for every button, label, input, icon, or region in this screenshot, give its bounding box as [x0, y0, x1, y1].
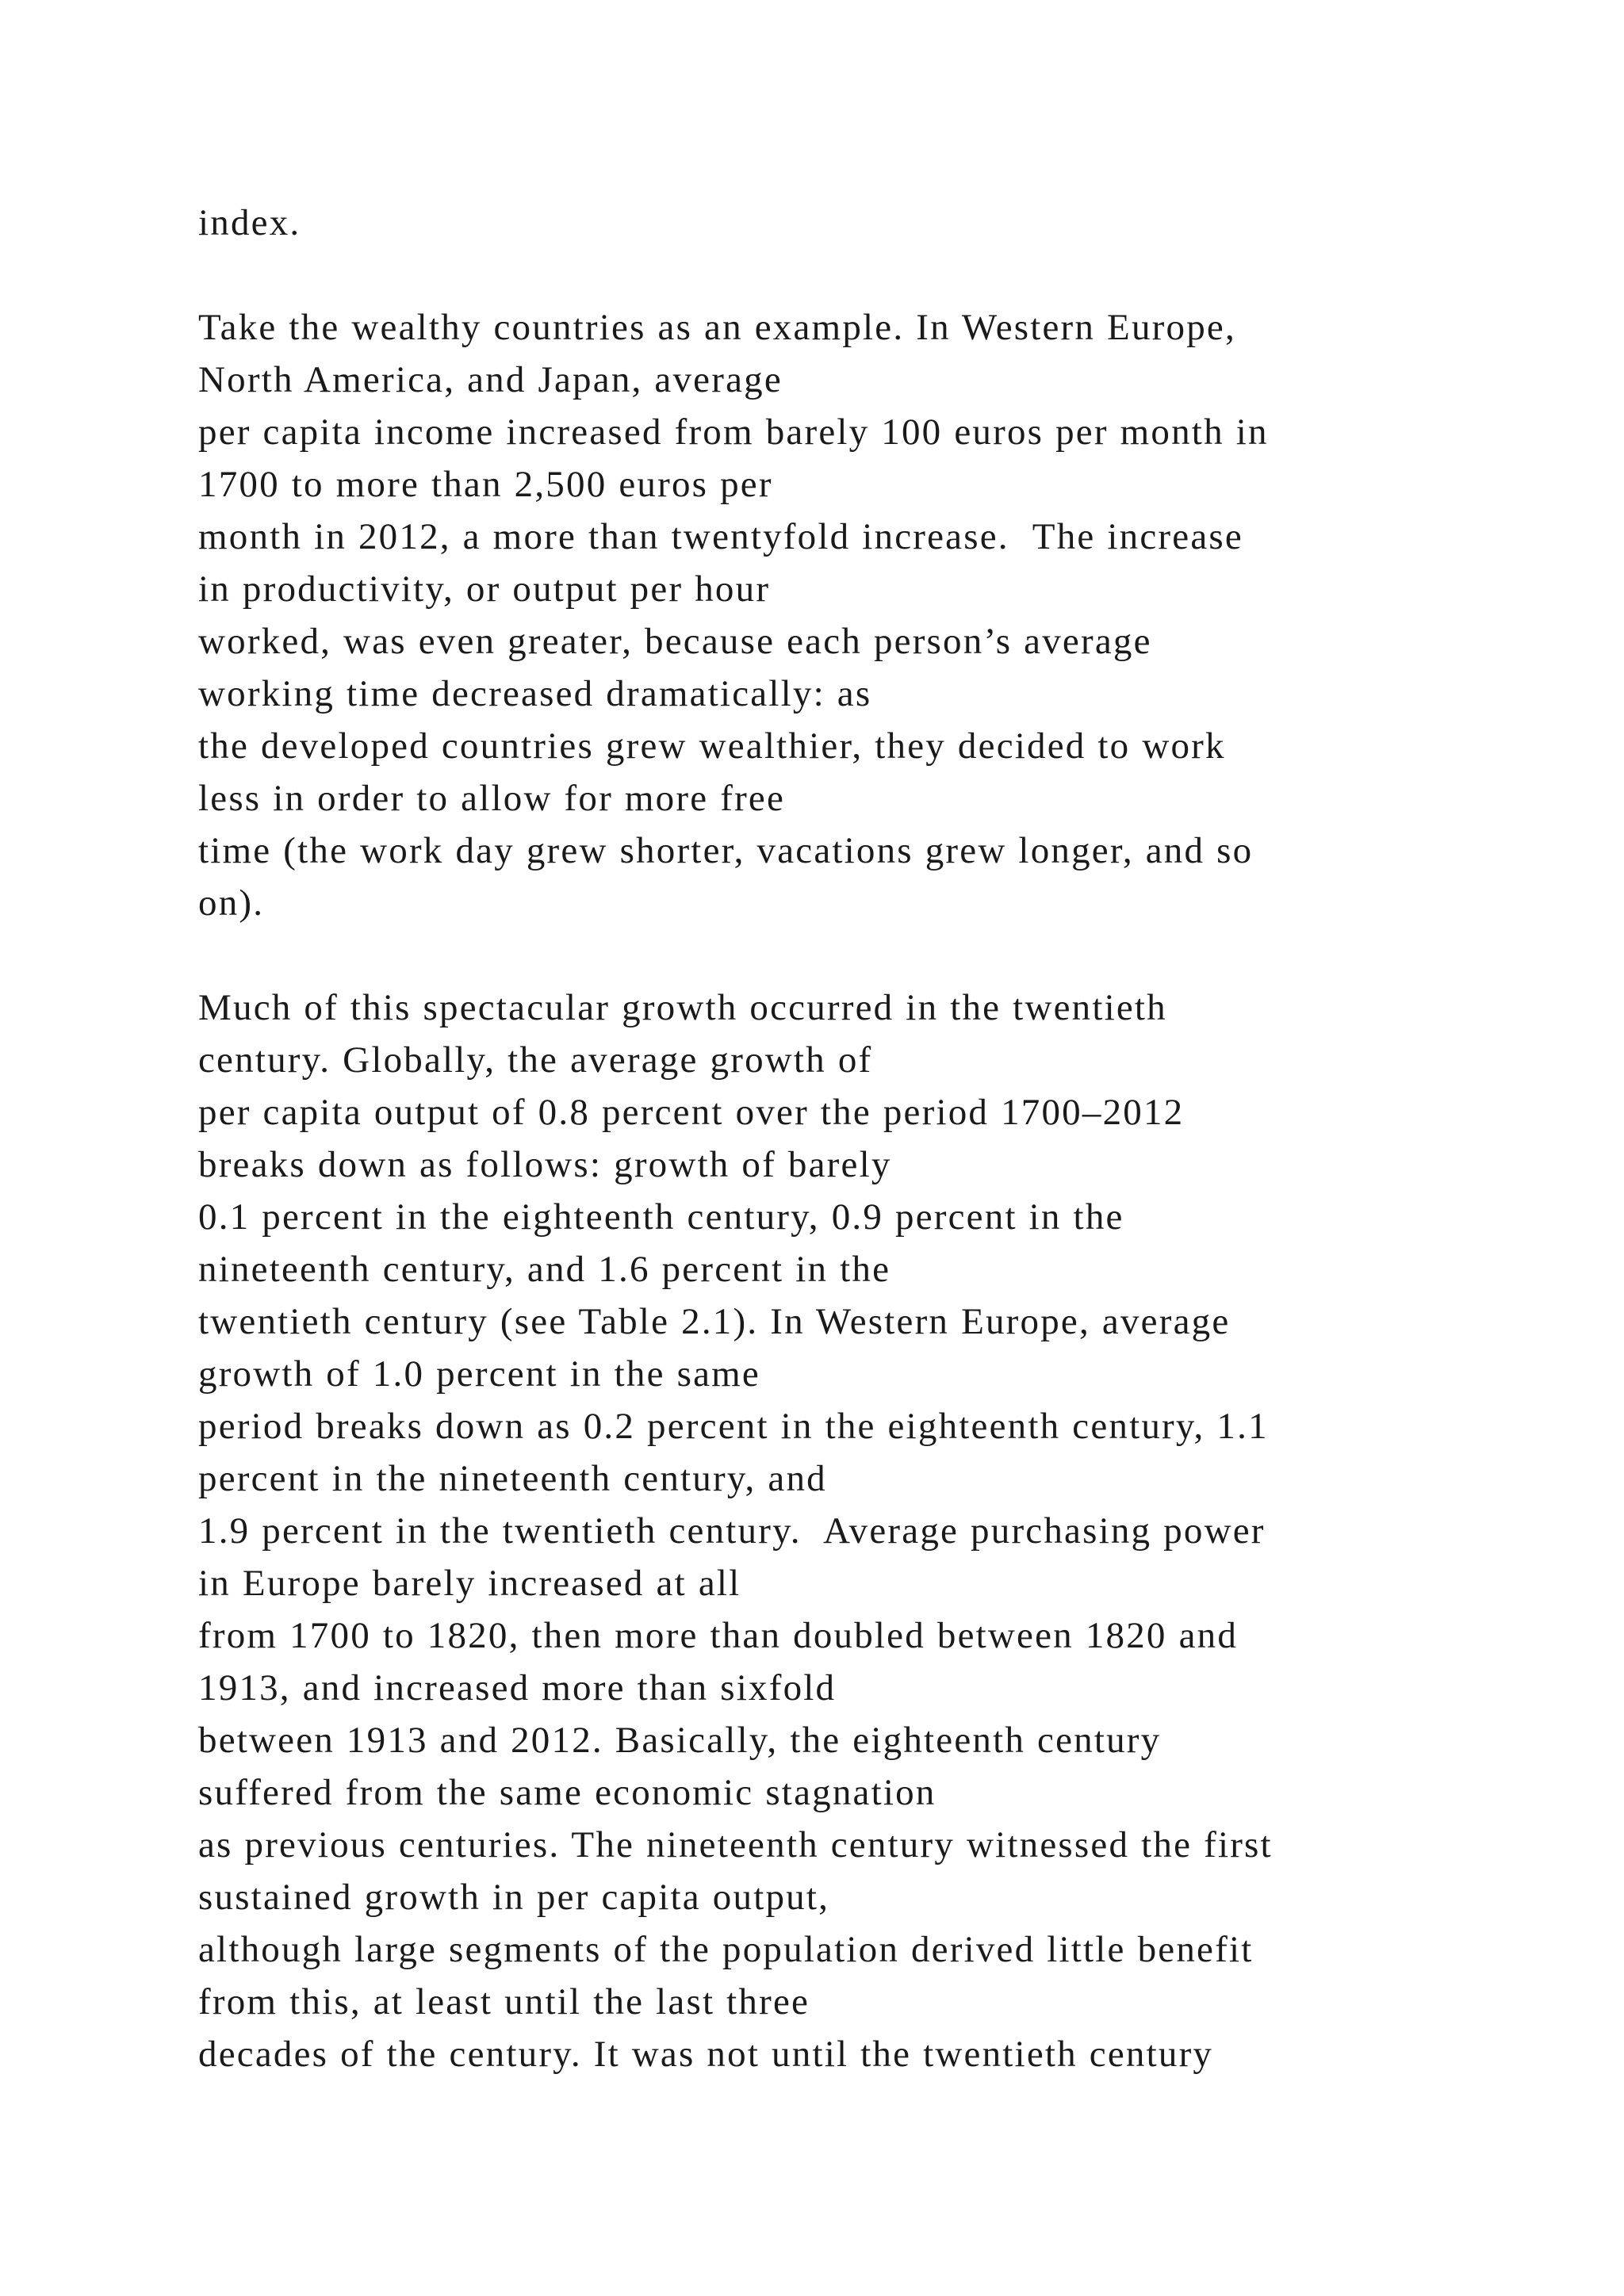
text-line: time (the work day grew shorter, vacations grew longer, and so: [198, 830, 1254, 871]
text-line: 1700 to more than 2,500 euros per: [198, 464, 773, 505]
text-line: in productivity, or output per hour: [198, 568, 771, 610]
text-line: percent in the nineteenth century, and: [198, 1458, 827, 1499]
text-line: month in 2012, a more than twentyfold increase. The increase: [198, 516, 1243, 557]
text-line: growth of 1.0 percent in the same: [198, 1353, 760, 1395]
text-line: nineteenth century, and 1.6 percent in the: [198, 1249, 891, 1290]
text-line: twentieth century (see Table 2.1). In Western Europe, average: [198, 1301, 1231, 1342]
text-line: 0.1 percent in the eighteenth century, 0.9 percent in the: [198, 1196, 1124, 1238]
text-line: sustained growth in per capita output,: [198, 1877, 830, 1918]
text-line: 1913, and increased more than sixfold: [198, 1667, 837, 1709]
text-line: less in order to allow for more free: [198, 778, 786, 819]
text-line: Much of this spectacular growth occurred in the twentieth: [198, 987, 1167, 1028]
text-line: worked, was even greater, because each person’s average: [198, 621, 1152, 662]
text-line: on).: [198, 882, 265, 924]
text-line: as previous centuries. The nineteenth century witnessed the first: [198, 1824, 1273, 1866]
text-line: index.: [198, 202, 301, 243]
text-line: although large segments of the population derived little benefit: [198, 1929, 1254, 1970]
text-line: from this, at least until the last three: [198, 1981, 810, 2022]
text-line: Take the wealthy countries as an example. In Western Europe,: [198, 307, 1236, 348]
body-text: [198, 197, 1562, 2080]
paragraph-break: [198, 249, 1562, 301]
text-line: in Europe barely increased at all: [198, 1563, 741, 1604]
text-line: per capita income increased from barely 100 euros per month in: [198, 411, 1269, 453]
text-line: the developed countries grew wealthier, they decided to work: [198, 725, 1226, 767]
text-line: decades of the century. It was not until the twentieth century: [198, 2034, 1214, 2075]
text-line: century. Globally, the average growth of: [198, 1039, 873, 1081]
text-line: 1.9 percent in the twentieth century. Average purchasing power: [198, 1510, 1266, 1552]
text-line: working time decreased dramatically: as: [198, 673, 872, 714]
text-line: breaks down as follows: growth of barely: [198, 1144, 892, 1185]
text-line: North America, and Japan, average: [198, 359, 783, 400]
text-line: from 1700 to 1820, then more than doubled between 1820 and: [198, 1615, 1239, 1656]
text-line: between 1913 and 2012. Basically, the eighteenth century: [198, 1720, 1162, 1761]
paragraph-break: [198, 929, 1562, 982]
text-line: per capita output of 0.8 percent over the period 1700–2012: [198, 1092, 1185, 1133]
text-line: period breaks down as 0.2 percent in the eighteenth century, 1.1: [198, 1406, 1269, 1447]
text-line: suffered from the same economic stagnation: [198, 1772, 936, 1813]
